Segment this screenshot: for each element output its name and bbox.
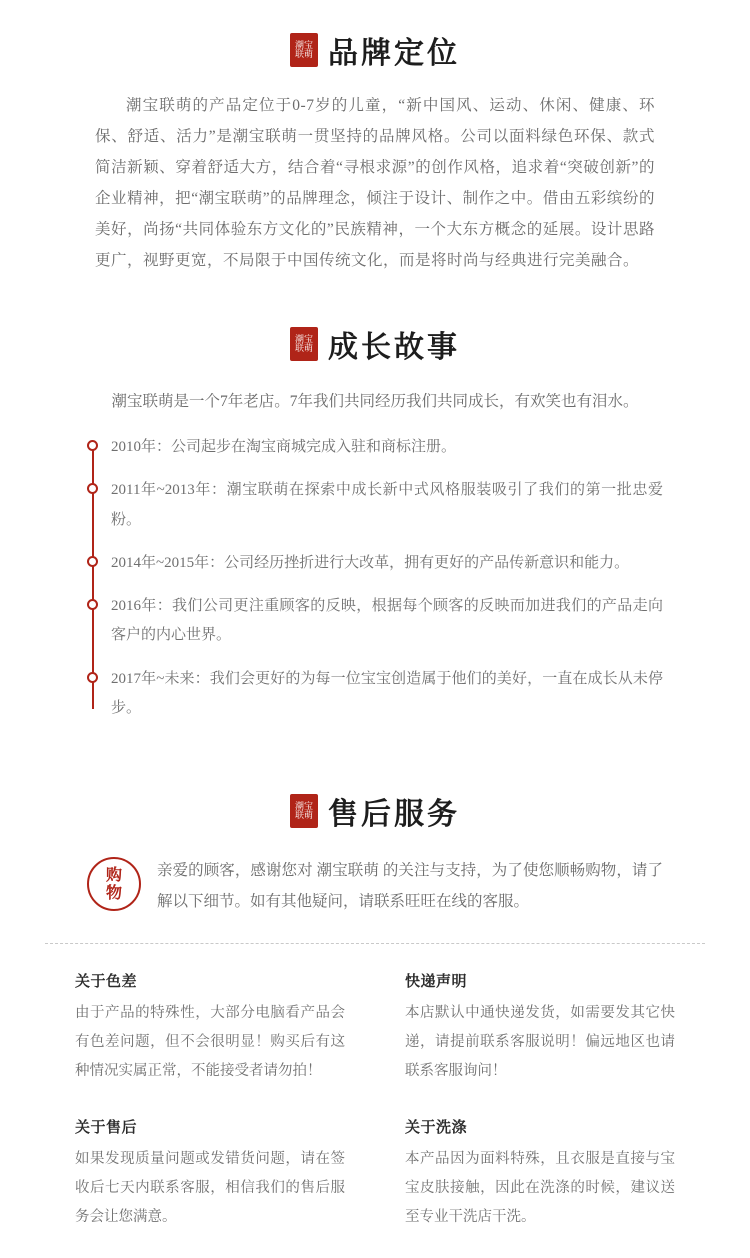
shopping-stamp-icon — [87, 857, 141, 911]
growth-story-heading — [0, 322, 750, 366]
faq-title: 关于售后 — [75, 1120, 138, 1136]
growth-timeline — [87, 433, 663, 723]
growth-story-title: 成长故事 — [328, 330, 460, 365]
faq-item-shipping — [405, 970, 675, 1086]
timeline-item — [111, 476, 663, 535]
after-sale-text: 亲爱的顾客，感谢您对 潮宝联萌 的关注与支持，为了使您顺畅购物，请了解以下细节。如有其他疑问，请联系旺旺在线的客服。 — [157, 862, 663, 910]
timeline-dot-icon — [87, 440, 98, 451]
timeline-item-text: 2010年：公司起步在淘宝商城完成入驻和商标注册。 — [111, 439, 457, 455]
faq-item-after-sale — [75, 1116, 345, 1232]
page-bottom-spacer — [0, 1232, 750, 1258]
timeline-dot-icon — [87, 483, 98, 494]
faq-grid — [75, 970, 675, 1232]
brand-positioning-section — [0, 0, 750, 276]
timeline-item-text: 2011年~2013年：潮宝联萌在探索中成长新中式风格服装吸引了我们的第一批忠爱粉。 — [111, 482, 663, 528]
growth-story-intro: 潮宝联萌是一个7年老店。7年我们共同经历我们共同成长，有欢笑也有泪水。 — [111, 393, 639, 410]
service-seal-line1: 潮宝 — [294, 800, 313, 811]
timeline-item — [111, 549, 663, 578]
faq-item-color-difference — [75, 970, 345, 1086]
brand-positioning-heading — [0, 28, 750, 72]
growth-story-section — [0, 276, 750, 723]
after-sale-body — [87, 855, 663, 917]
timeline-item — [111, 592, 663, 651]
after-sale-service-section — [0, 737, 750, 1258]
section-divider — [45, 943, 705, 944]
after-sale-heading — [0, 789, 750, 833]
faq-text: 如果发现质量问题或发错货问题，请在签收后七天内联系客服，相信我们的售后服务会让您满意。 — [75, 1151, 345, 1225]
faq-text: 由于产品的特殊性，大部分电脑看产品会有色差问题，但不会很明显！购买后有这种情况实属正常，不能接受者请勿拍！ — [75, 1005, 345, 1079]
shopping-stamp-line1: 购 — [105, 865, 122, 885]
timeline-dot-icon — [87, 672, 98, 683]
timeline-item-text: 2016年：我们公司更注重顾客的反映，根据每个顾客的反映而加进我们的产品走向客户的内心世界。 — [111, 598, 663, 644]
faq-title: 快递声明 — [405, 974, 468, 990]
faq-title: 关于洗涤 — [405, 1120, 468, 1136]
timeline-item-text: 2014年~2015年：公司经历挫折进行大改革，拥有更好的产品传新意识和能力。 — [111, 554, 630, 571]
faq-text: 本产品因为面料特殊，且衣服是直接与宝宝皮肤接触，因此在洗涤的时候，建议送至专业干洗店干洗。 — [405, 1151, 675, 1225]
timeline-item — [111, 665, 663, 724]
service-seal-line2: 联萌 — [294, 810, 313, 820]
faq-title: 关于色差 — [75, 974, 138, 990]
growth-seal-line2: 联萌 — [294, 343, 313, 353]
timeline-dot-icon — [87, 556, 98, 567]
brand-positioning-title: 品牌定位 — [328, 36, 460, 71]
brand-seal-icon — [290, 33, 318, 67]
after-sale-title: 售后服务 — [328, 797, 460, 832]
timeline-item — [111, 433, 663, 462]
brand-seal-line1: 潮宝 — [294, 39, 313, 50]
faq-item-washing — [405, 1116, 675, 1232]
shopping-stamp-line2: 物 — [105, 883, 122, 902]
growth-seal-line1: 潮宝 — [294, 333, 313, 344]
brand-positioning-body: 潮宝联萌的产品定位于0-7岁的儿童，“新中国风、运动、休闲、健康、环保、舒适、活力”是潮宝联萌一贯坚持的品牌风格。公司以面料绿色环保、款式简洁新颖、穿着舒适大方，结合着“寻根求源”的创作风格，追求着“突破创新”的企业精神，把“潮宝联萌”的品牌理念，倾注于设计、制作之中。借由五彩缤纷的美好，尚扬“共同体验东方文化的”民族精神，一个大东方概念的延展。设计思路更广，视野更宽，不局限于中国传统文化，而是将时尚与经典进行完美融合。 — [95, 97, 655, 269]
timeline-dot-icon — [87, 599, 98, 610]
growth-seal-icon — [290, 327, 318, 361]
brand-seal-line2: 联萌 — [294, 49, 313, 59]
timeline-item-text: 2017年~未来：我们会更好的为每一位宝宝创造属于他们的美好，一直在成长从未停步。 — [111, 670, 663, 716]
faq-text: 本店默认中通快递发货，如需要发其它快递，请提前联系客服说明！偏远地区也请联系客服询问！ — [405, 1005, 675, 1079]
service-seal-icon — [290, 794, 318, 828]
